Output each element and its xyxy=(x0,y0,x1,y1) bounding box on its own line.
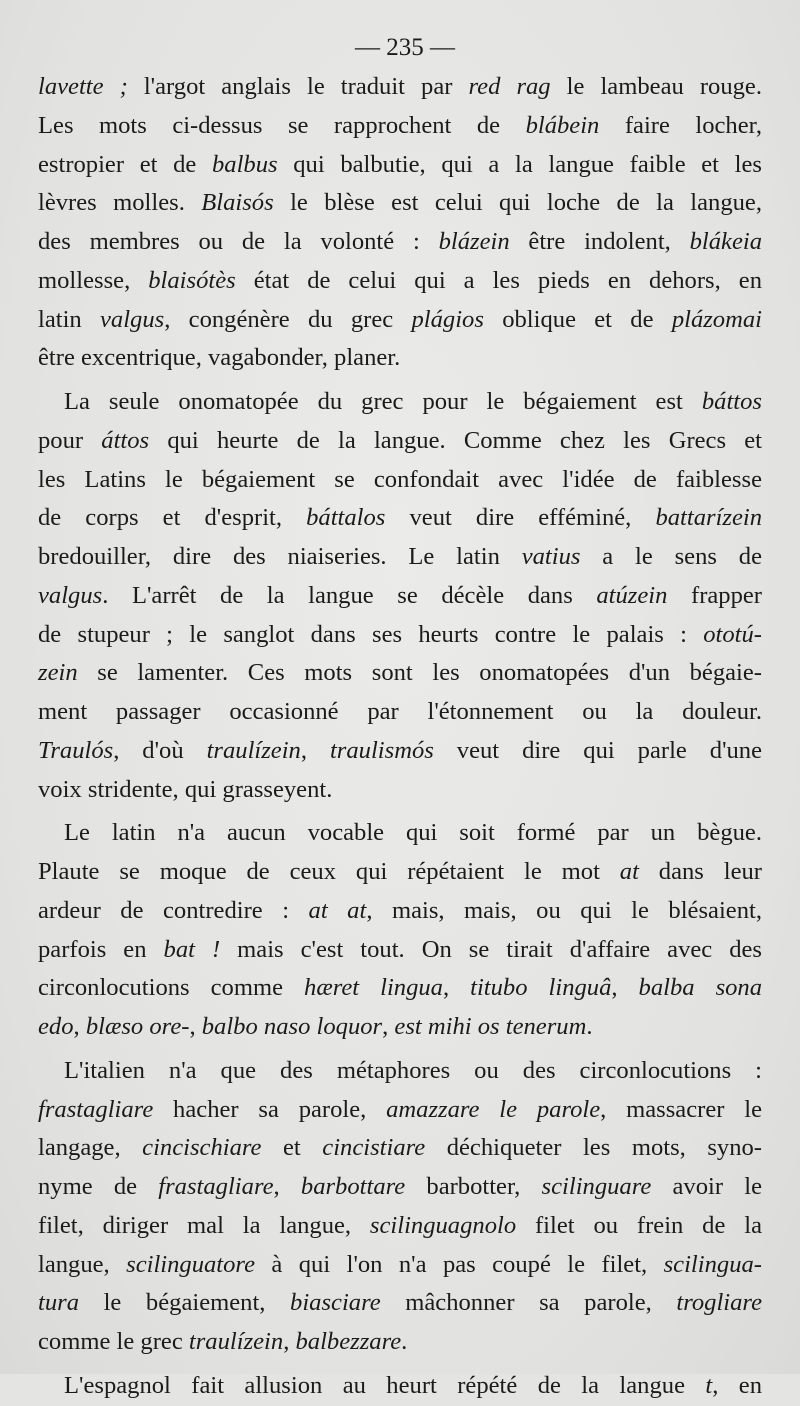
page-number: — 235 — xyxy=(355,34,455,61)
paragraph xyxy=(38,1052,762,1362)
text-line: Les mots ci-dessus se rapprochent de blábein faire locher, xyxy=(38,111,762,139)
text-line: nyme de frastagliare, barbottare barbotter, scilinguare avoir le xyxy=(38,1173,762,1200)
text-line: mollesse, blaisótès état de celui qui a les pieds en dehors, en xyxy=(38,266,762,294)
text-line: voix stridente, qui grasseyent. xyxy=(38,775,333,803)
text-line: les Latins le bégaiement se confondait avec l'idée de faiblesse xyxy=(38,465,762,493)
text-line: valgus. L'arrêt de la langue se décèle dans atúzein frapper xyxy=(38,581,762,609)
text-line: langage, cincischiare et cincistiare déchiqueter les mots, syno- xyxy=(38,1134,762,1162)
text-line: des membres ou de la volonté : blázein être indolent, blákeia xyxy=(38,228,762,255)
text-line: filet, diriger mal la langue, scilinguagnolo filet ou frein de la xyxy=(38,1211,762,1239)
text-line: latin valgus, congénère du grec plágios oblique et de plázomai xyxy=(38,305,762,333)
text-line: langue, scilinguatore à qui l'on n'a pas coupé le filet, scilingua- xyxy=(38,1250,762,1278)
text-line: pour áttos qui heurte de la langue. Comme chez les Grecs et xyxy=(38,426,762,454)
text-line: estropier et de balbus qui balbutie, qui a la langue faible et les xyxy=(38,150,762,178)
text-line: L'espagnol fait allusion au heurt répété de la langue t, en xyxy=(64,1371,762,1399)
paragraph xyxy=(38,383,762,809)
text-line: ardeur de contredire : at at, mais, mais, ou qui le blésaient, xyxy=(38,896,762,924)
text-line: être excentrique, vagabonder, planer. xyxy=(38,344,401,372)
text-line: parfois en bat ! mais c'est tout. On se tirait d'affaire avec des xyxy=(38,935,762,963)
text-line: La seule onomatopée du grec pour le bégaiement est báttos xyxy=(64,388,762,415)
text-line: de corps et d'esprit, báttalos veut dire efféminé, battarízein xyxy=(38,504,763,532)
text-line: de stupeur ; le sanglot dans ses heurts contre le palais : ototú- xyxy=(38,620,762,648)
text-line: Traulós, d'où traulízein, traulismós veut dire qui parle d'une xyxy=(38,736,763,764)
text-line: tura le bégaiement, biasciare mâchonner sa parole, trogliare xyxy=(38,1289,762,1317)
text-line: zein se lamenter. Ces mots sont les onomatopées d'un bégaie- xyxy=(38,659,762,687)
text-line: edo, blæso ore-, balbo naso loquor, est mihi os tenerum. xyxy=(38,1013,593,1040)
paragraph xyxy=(38,1367,762,1406)
text-line: comme le grec traulízein, balbezzare. xyxy=(38,1328,408,1355)
text-line: circonlocutions comme hæret lingua, titubo linguâ, balba sona xyxy=(38,974,763,1002)
paragraph xyxy=(38,68,762,378)
text-line: lèvres molles. Blaisós le blèse est celui qui loche de la langue, xyxy=(38,189,762,217)
text-line: Le latin n'a aucun vocable qui soit formé par un bègue. xyxy=(64,819,762,847)
text-line: L'italien n'a que des métaphores ou des circonlocutions : xyxy=(64,1056,762,1084)
text-line: Plaute se moque de ceux qui répétaient le mot at dans leur xyxy=(38,858,762,885)
text-line: lavette ; l'argot anglais le traduit par red rag le lambeau rouge. xyxy=(38,73,762,100)
text-line: bredouiller, dire des niaiseries. Le latin vatius a le sens de xyxy=(38,543,763,570)
text-line: ment passager occasionné par l'étonnement ou la douleur. xyxy=(38,698,762,725)
paragraph xyxy=(38,814,762,1047)
text-line: frastagliare hacher sa parole, amazzare le parole, massacrer le xyxy=(38,1095,762,1123)
text-body xyxy=(38,68,762,1406)
